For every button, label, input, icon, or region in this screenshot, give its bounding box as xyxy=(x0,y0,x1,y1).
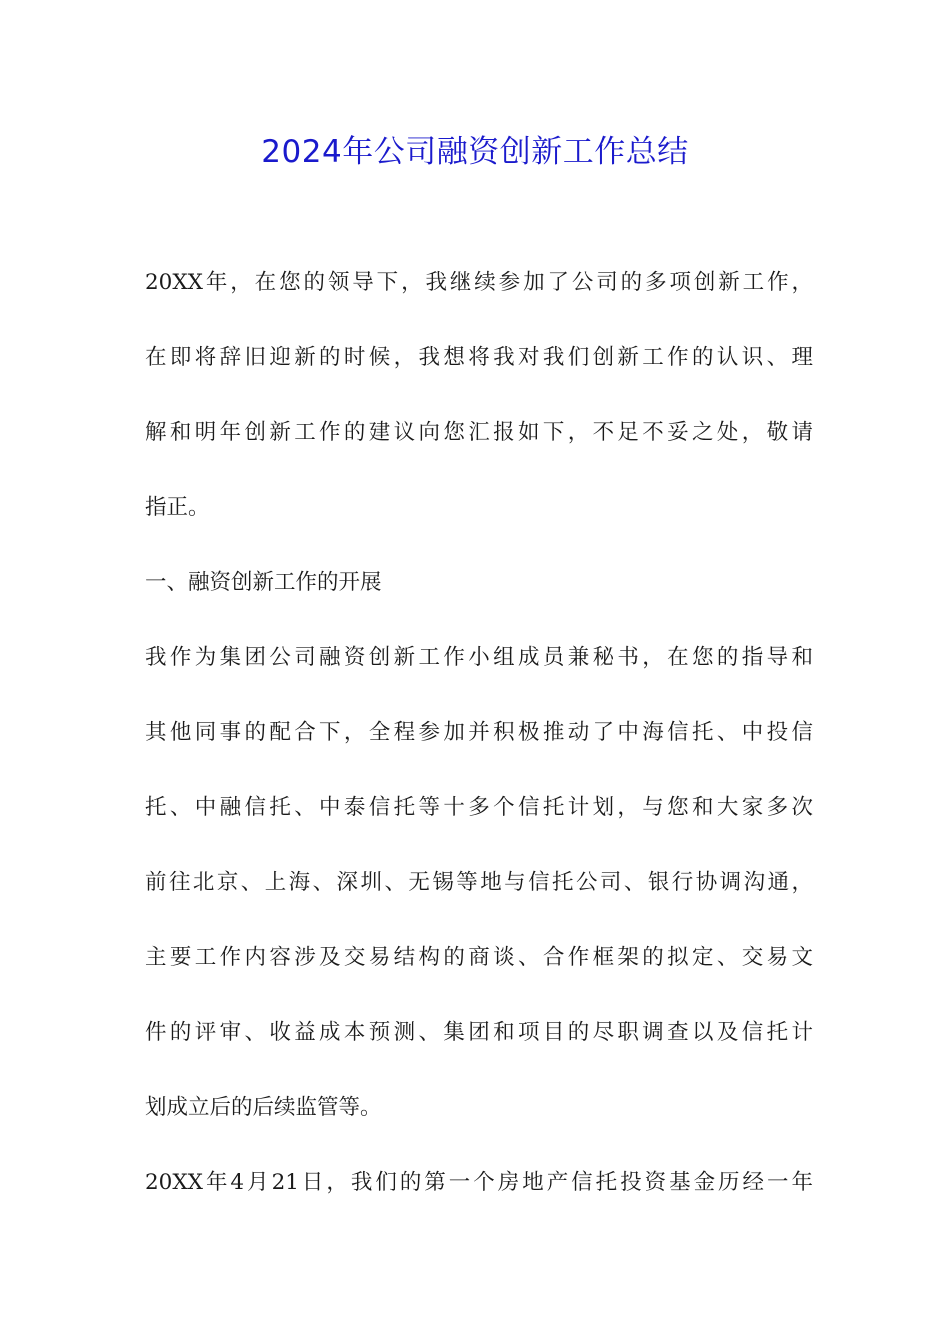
paragraph-2-line-3: 托、中融信托、中泰信托等十多个信托计划，与您和大家多次 xyxy=(145,795,813,820)
document-body xyxy=(145,245,813,1220)
paragraph-2-line-2: 其他同事的配合下，全程参加并积极推动了中海信托、中投信 xyxy=(145,720,813,745)
paragraph-2-line-7: 划成立后的后续监管等。 xyxy=(145,1095,382,1120)
paragraph-2-line-5: 主要工作内容涉及交易结构的商谈、合作框架的拟定、交易文 xyxy=(145,945,813,970)
document-title: 2024年公司融资创新工作总结 xyxy=(261,134,689,170)
paragraph-2-line-6: 件的评审、收益成本预测、集团和项目的尽职调查以及信托计 xyxy=(145,1020,813,1045)
paragraph-1-line-3: 解和明年创新工作的建议向您汇报如下，不足不妥之处，敬请 xyxy=(145,420,813,445)
paragraph-2-line-4: 前往北京、上海、深圳、无锡等地与信托公司、银行协调沟通， xyxy=(145,870,813,895)
paragraph-1-line-2: 在即将辞旧迎新的时候，我想将我对我们创新工作的认识、理 xyxy=(145,345,813,370)
paragraph-3-line-1: 20XX年4月21日，我们的第一个房地产信托投资基金历经一年 xyxy=(145,1170,813,1195)
paragraph-1-line-4: 指正。 xyxy=(145,495,210,520)
paragraph-2-line-1: 我作为集团公司融资创新工作小组成员兼秘书，在您的指导和 xyxy=(145,645,813,670)
section-heading: 一、融资创新工作的开展 xyxy=(145,570,382,595)
paragraph-1-line-1: 20XX年，在您的领导下，我继续参加了公司的多项创新工作， xyxy=(145,270,813,295)
